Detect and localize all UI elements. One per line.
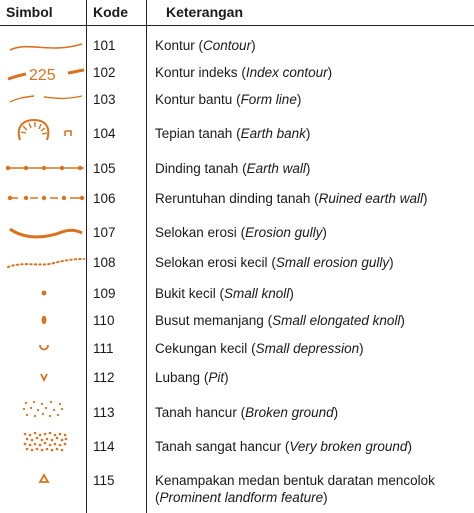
description-cell: Kenampakan medan bentuk daratan mencolok (Prominent landform feature) bbox=[155, 473, 435, 505]
column-divider bbox=[86, 0, 87, 513]
description-cell: Tanah hancur (Broken ground) bbox=[155, 405, 339, 420]
code-cell: 111 bbox=[93, 341, 114, 356]
description-cell: Bukit kecil (Small knoll) bbox=[155, 286, 294, 301]
earth-wall-icon bbox=[4, 161, 82, 181]
description-cell: Tanah sangat hancur (Very broken ground) bbox=[155, 439, 412, 454]
code-cell: 113 bbox=[93, 405, 115, 420]
contour-line-icon bbox=[4, 38, 82, 58]
code-cell: 110 bbox=[93, 313, 115, 328]
description-cell: Reruntuhan dinding tanah (Ruined earth wall) bbox=[155, 191, 428, 206]
code-cell: 108 bbox=[93, 255, 116, 270]
description-cell: Selokan erosi (Erosion gully) bbox=[155, 225, 327, 240]
code-cell: 114 bbox=[93, 439, 115, 454]
earth-bank-icon bbox=[4, 118, 82, 148]
code-cell: 104 bbox=[93, 126, 116, 141]
broken-ground-icon bbox=[4, 401, 82, 423]
very-broken-ground-icon bbox=[4, 432, 82, 454]
small-knoll-icon bbox=[4, 286, 82, 306]
description-cell: Lubang (Pit) bbox=[155, 370, 229, 385]
description-cell: Tepian tanah (Earth bank) bbox=[155, 126, 311, 141]
header-description: Keterangan bbox=[166, 4, 244, 20]
code-cell: 106 bbox=[93, 191, 116, 206]
index-contour-icon bbox=[4, 65, 82, 85]
description-cell: Kontur indeks (Index contour) bbox=[155, 65, 333, 80]
pit-icon bbox=[4, 370, 82, 390]
code-cell: 101 bbox=[93, 38, 116, 53]
elongated-knoll-icon bbox=[4, 313, 82, 333]
column-divider bbox=[146, 0, 147, 513]
header-code: Kode bbox=[93, 4, 128, 20]
form-line-icon bbox=[4, 92, 82, 112]
description-cell: Kontur (Contour) bbox=[155, 38, 256, 53]
description-cell: Dinding tanah (Earth wall) bbox=[155, 161, 311, 176]
description-cell: Selokan erosi kecil (Small erosion gully) bbox=[155, 255, 394, 270]
small-depression-icon bbox=[4, 341, 82, 361]
description-cell: Busut memanjang (Small elongated knoll) bbox=[155, 313, 405, 328]
small-erosion-gully-icon bbox=[4, 255, 82, 275]
description-cell: Cekungan kecil (Small depression) bbox=[155, 341, 364, 356]
table-header bbox=[0, 0, 474, 26]
code-cell: 112 bbox=[93, 370, 115, 385]
code-cell: 115 bbox=[93, 473, 115, 488]
code-cell: 107 bbox=[93, 225, 116, 240]
header-symbol: Simbol bbox=[6, 4, 53, 20]
description-cell: Kontur bantu (Form line) bbox=[155, 92, 302, 107]
prominent-landform-icon bbox=[4, 472, 82, 492]
erosion-gully-icon bbox=[4, 225, 82, 245]
code-cell: 102 bbox=[93, 65, 116, 80]
index-contour-label: 225 bbox=[29, 67, 56, 84]
code-cell: 109 bbox=[93, 286, 116, 301]
code-cell: 105 bbox=[93, 161, 116, 176]
code-cell: 103 bbox=[93, 92, 116, 107]
ruined-earth-wall-icon bbox=[4, 191, 82, 211]
